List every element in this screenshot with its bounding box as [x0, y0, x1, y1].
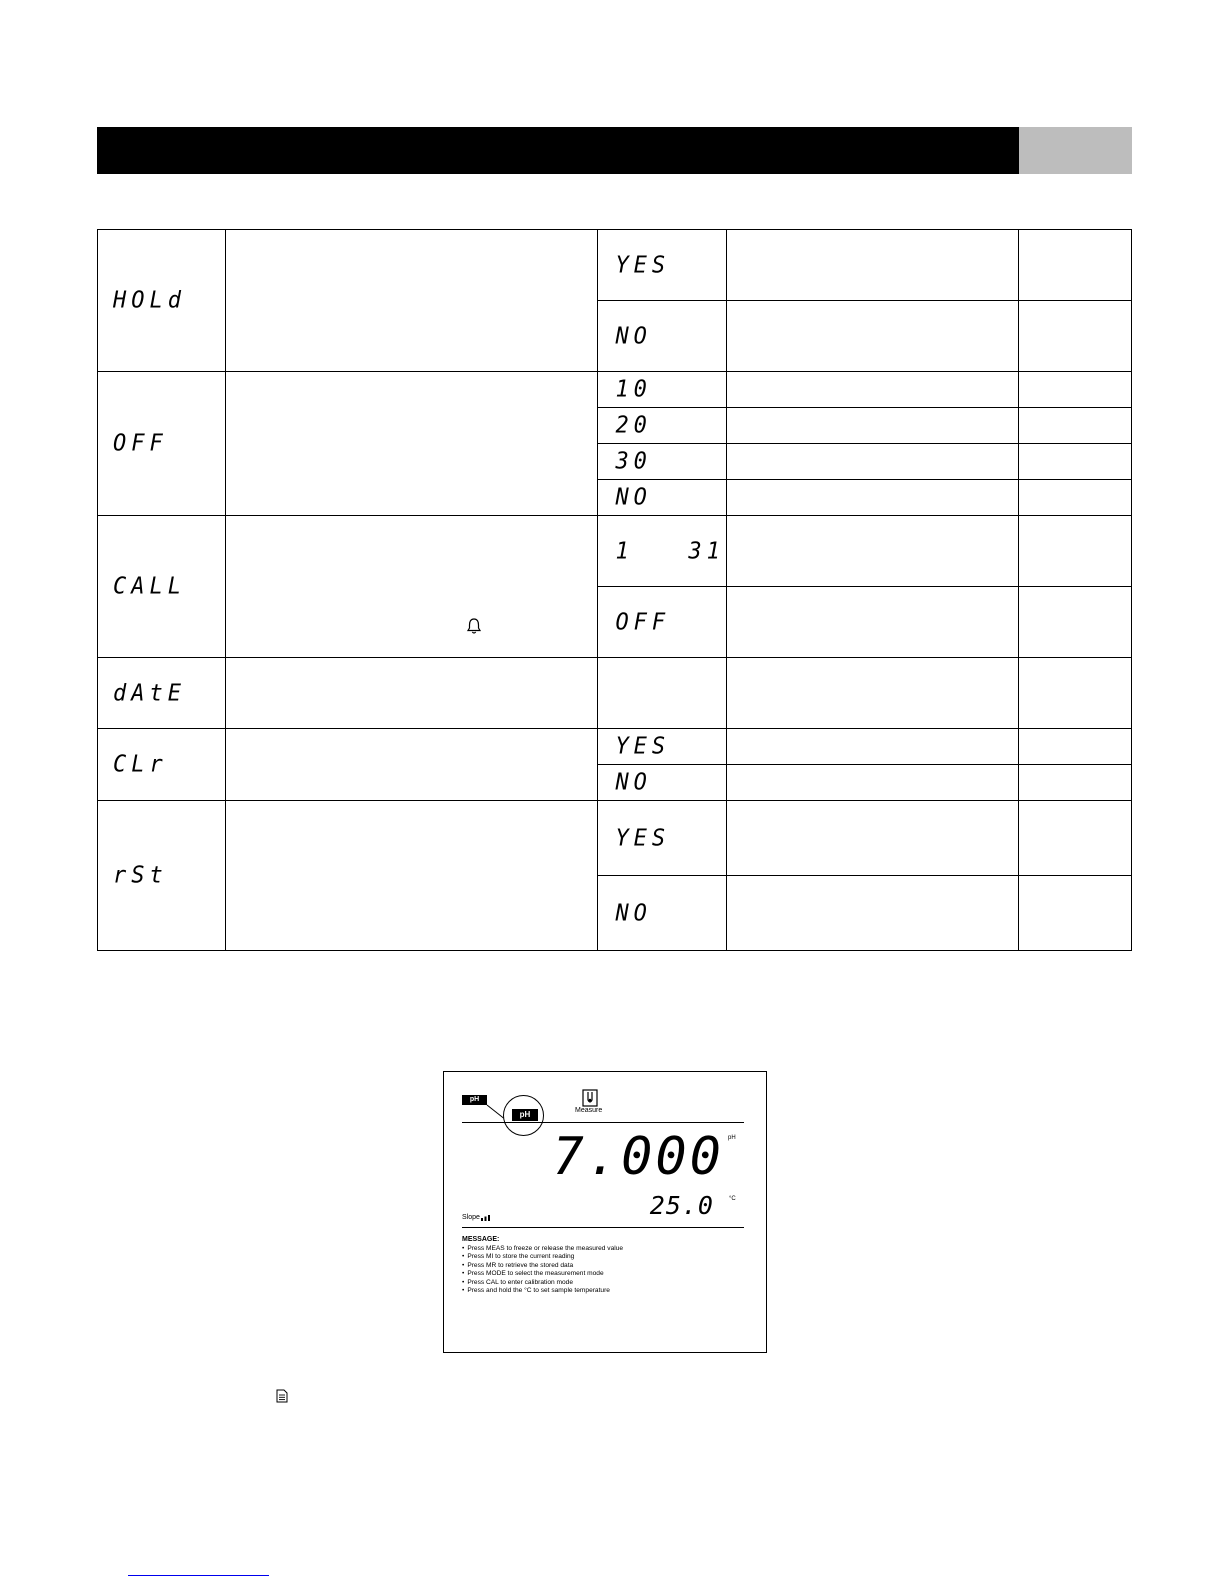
param-code: OFF — [113, 430, 168, 457]
divider — [462, 1122, 744, 1123]
param-code: rSt — [113, 862, 168, 889]
option-code: OFF — [615, 608, 671, 636]
param-hold-cell — [98, 230, 226, 372]
option-cell — [598, 658, 726, 729]
slope-label: Slope — [462, 1214, 480, 1221]
settings-table — [97, 229, 1132, 951]
option-code: YES — [615, 824, 671, 852]
param-code: CALL — [113, 573, 186, 600]
option-cell — [598, 444, 726, 480]
message-title: MESSAGE: — [462, 1236, 500, 1243]
slope-bars-icon — [481, 1215, 491, 1221]
param-off-cell — [98, 372, 226, 516]
message-item: • Press MEAS to freeze or release the measured value — [462, 1245, 623, 1253]
result-cell — [726, 729, 1018, 765]
zoom-callout — [503, 1095, 544, 1136]
param-code: CLr — [113, 751, 168, 778]
option-code: NO — [615, 484, 652, 511]
message-item: • Press MR to retrieve the stored data — [462, 1262, 623, 1270]
default-cell — [1018, 516, 1131, 587]
default-cell — [1018, 301, 1131, 372]
option-code: NO — [615, 769, 652, 796]
description-cell — [226, 230, 598, 372]
param-code: dAtE — [113, 679, 186, 707]
option-code: 10 — [615, 376, 652, 403]
message-item: • Press CAL to enter calibration mode — [462, 1279, 623, 1287]
result-cell — [726, 801, 1018, 876]
default-cell — [1018, 801, 1131, 876]
result-cell — [726, 587, 1018, 658]
main-unit: pH — [728, 1135, 736, 1141]
result-cell — [726, 480, 1018, 516]
param-code: HOLd — [113, 287, 186, 314]
description-cell — [226, 801, 598, 951]
table-row — [98, 372, 1132, 408]
option-cell — [598, 876, 726, 951]
option-cell — [598, 230, 726, 301]
default-cell — [1018, 444, 1131, 480]
default-cell — [1018, 876, 1131, 951]
option-code: NO — [615, 322, 652, 350]
default-cell — [1018, 480, 1131, 516]
description-cell — [226, 658, 598, 729]
bell-icon — [466, 617, 482, 635]
option-cell — [598, 301, 726, 372]
table-row — [98, 658, 1132, 729]
table-row — [98, 230, 1132, 301]
description-cell — [226, 516, 598, 658]
footer-link-underline[interactable] — [128, 1575, 269, 1576]
option-cell — [598, 587, 726, 658]
section-header-tab — [1019, 127, 1132, 174]
message-item: • Press MI to store the current reading — [462, 1253, 623, 1261]
option-code: 1 31 — [615, 537, 725, 565]
mode-badge: pH — [462, 1095, 487, 1105]
option-code: YES — [615, 733, 671, 760]
param-date-cell — [98, 658, 226, 729]
result-cell — [726, 230, 1018, 301]
default-cell — [1018, 408, 1131, 444]
zoom-mode-badge: pH — [512, 1109, 538, 1121]
option-code: NO — [615, 899, 652, 927]
result-cell — [726, 516, 1018, 587]
result-cell — [726, 765, 1018, 801]
result-cell — [726, 658, 1018, 729]
section-header-bar — [97, 127, 1019, 174]
option-cell — [598, 516, 726, 587]
result-cell — [726, 301, 1018, 372]
table-row — [98, 729, 1132, 765]
divider — [462, 1227, 744, 1228]
param-clr-cell — [98, 729, 226, 801]
option-code: 30 — [615, 448, 652, 475]
default-cell — [1018, 729, 1131, 765]
table-row — [98, 516, 1132, 587]
measure-label: Measure — [575, 1107, 603, 1114]
param-call-cell — [98, 516, 226, 658]
main-reading: 7.000 — [552, 1127, 724, 1187]
default-cell — [1018, 658, 1131, 729]
message-list — [462, 1245, 623, 1295]
result-cell — [726, 876, 1018, 951]
result-cell — [726, 408, 1018, 444]
option-cell — [598, 729, 726, 765]
message-item: • Press and hold the °C to set sample temperature — [462, 1287, 623, 1295]
meter-display — [443, 1071, 767, 1353]
default-cell — [1018, 587, 1131, 658]
result-cell — [726, 444, 1018, 480]
temperature-unit: °C — [729, 1196, 736, 1202]
description-cell — [226, 372, 598, 516]
param-rst-cell — [98, 801, 226, 951]
electrode-icon — [582, 1089, 598, 1107]
option-cell — [598, 765, 726, 801]
result-cell — [726, 372, 1018, 408]
option-cell — [598, 801, 726, 876]
default-cell — [1018, 230, 1131, 301]
option-cell — [598, 480, 726, 516]
default-cell — [1018, 372, 1131, 408]
option-cell — [598, 372, 726, 408]
temperature-reading: 25.0 — [649, 1191, 714, 1220]
description-cell — [226, 729, 598, 801]
option-code: 20 — [615, 412, 652, 439]
table-row — [98, 801, 1132, 876]
document-icon — [276, 1389, 288, 1403]
option-cell — [598, 408, 726, 444]
default-cell — [1018, 765, 1131, 801]
message-item: • Press MODE to select the measurement mode — [462, 1270, 623, 1278]
option-code: YES — [615, 251, 671, 279]
